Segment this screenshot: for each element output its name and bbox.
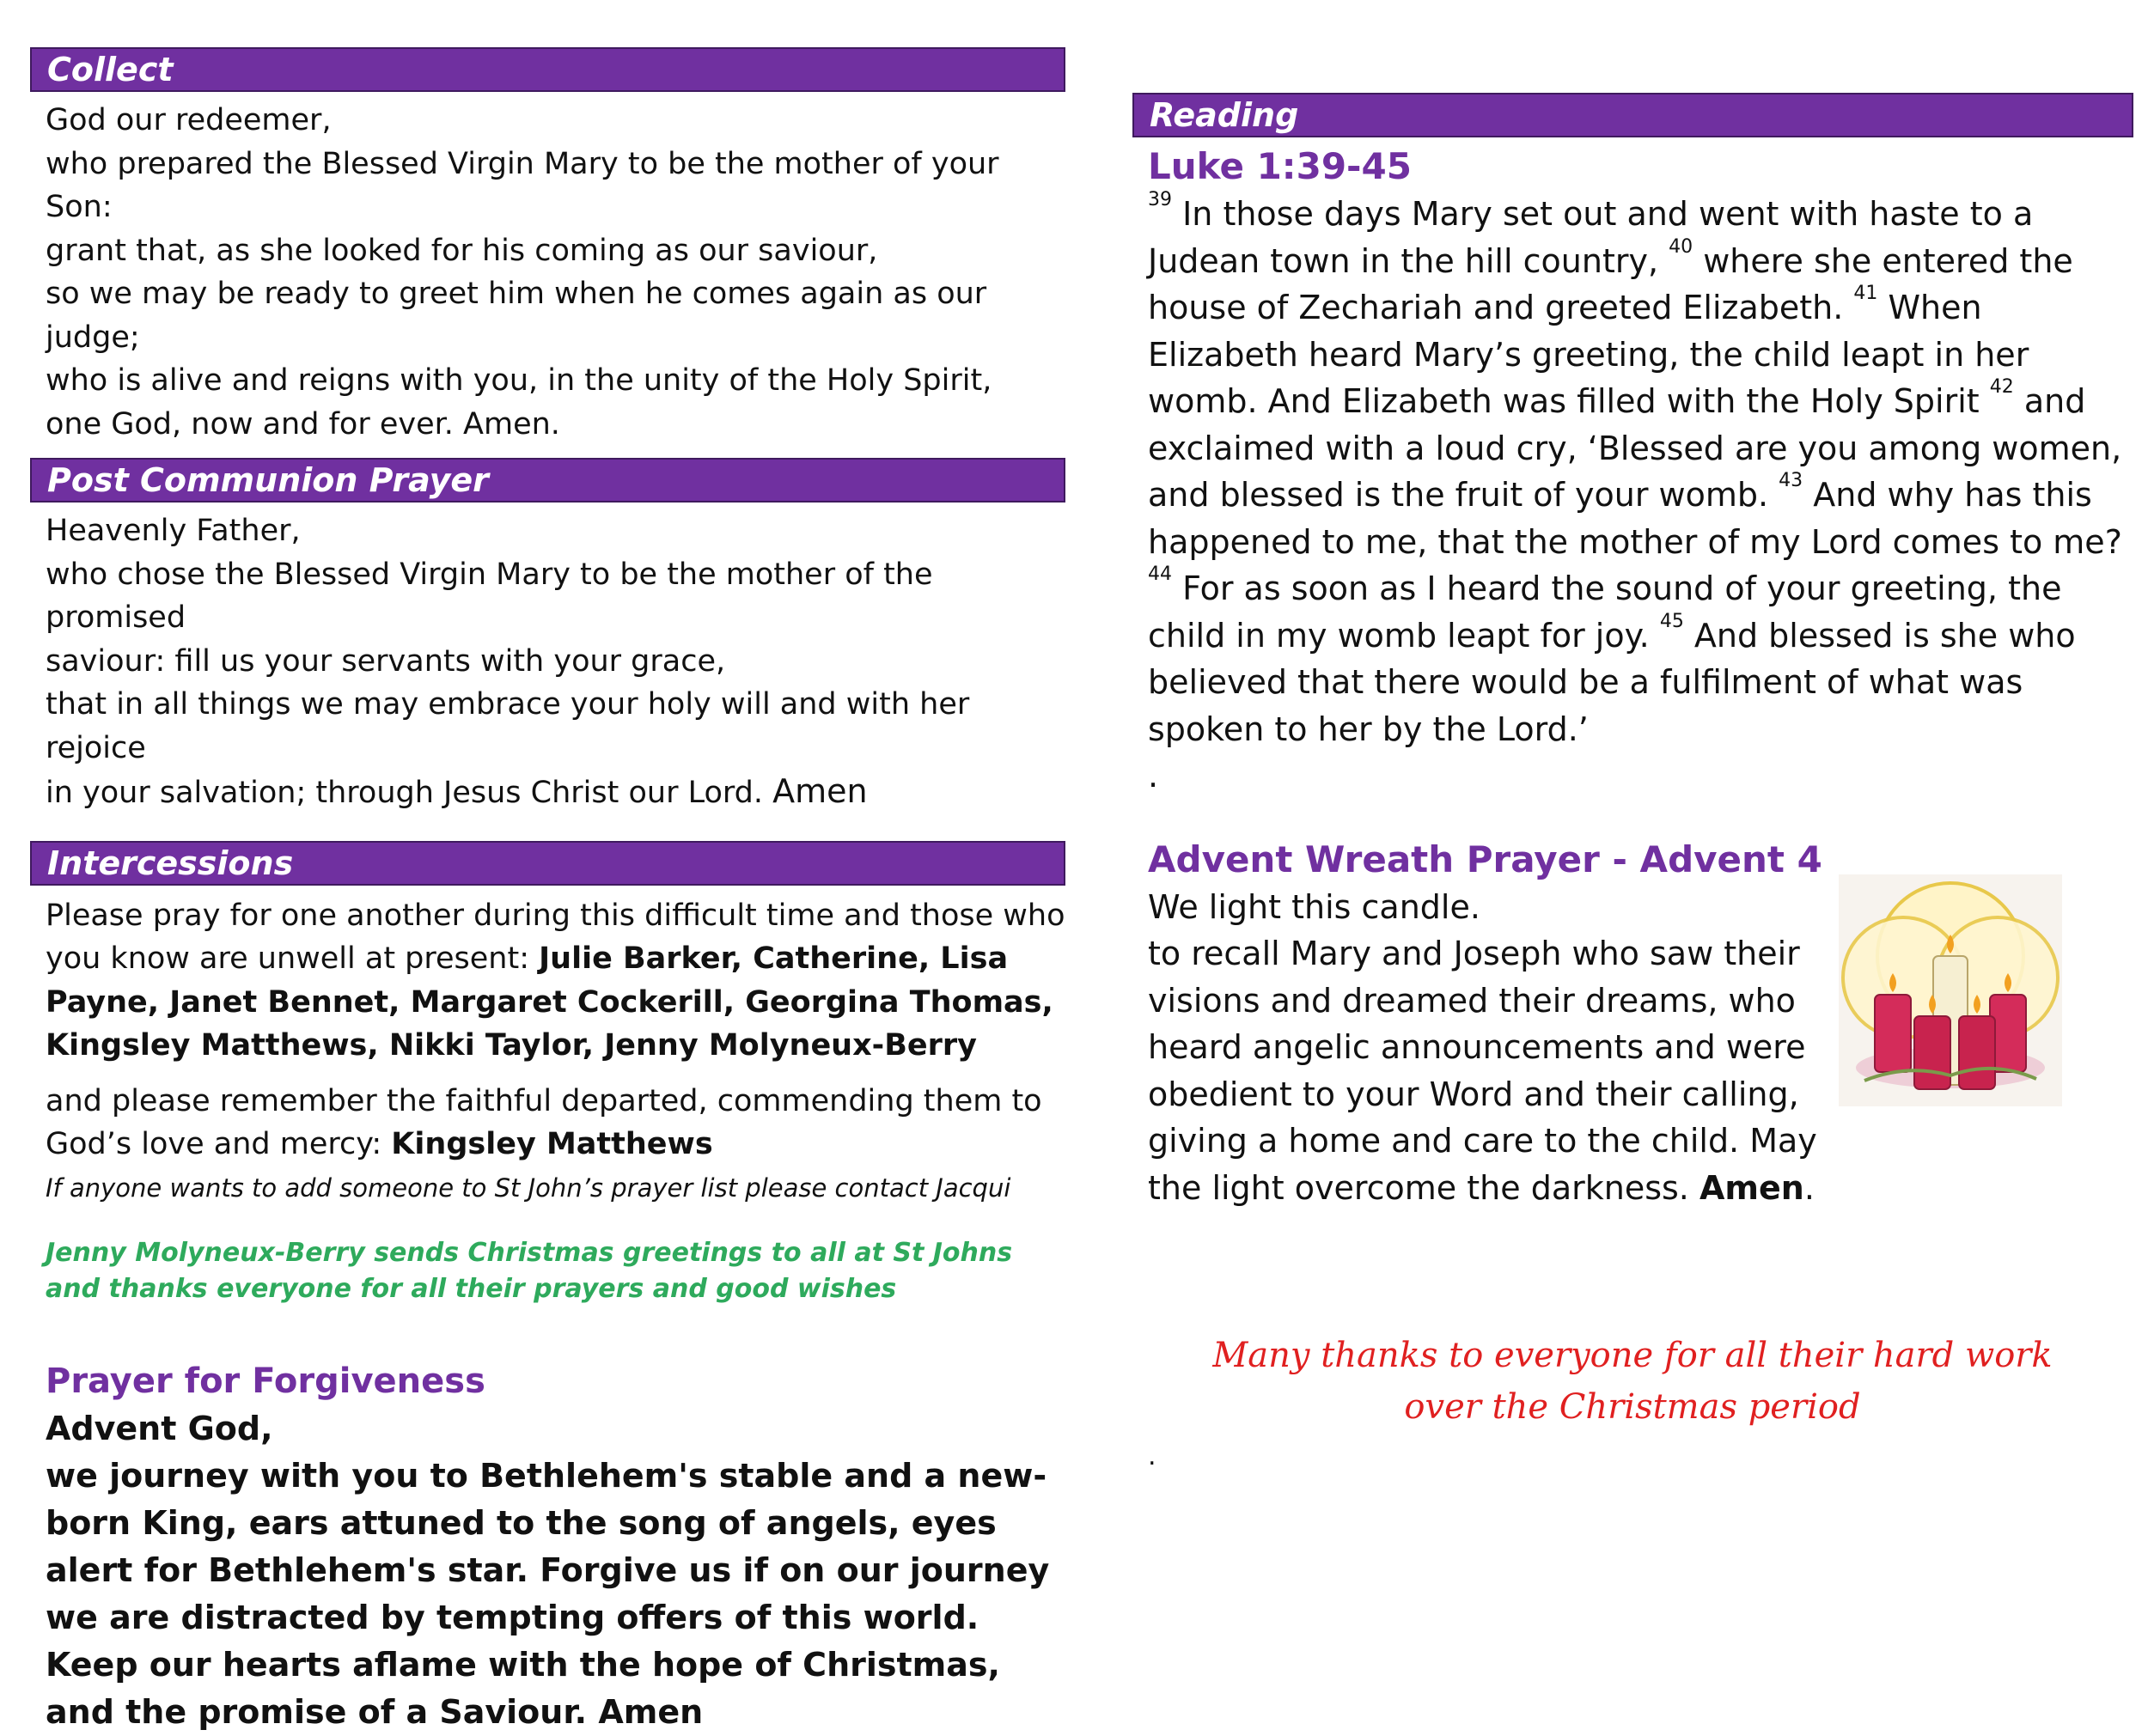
intercessions-heading: Intercessions bbox=[30, 841, 1065, 886]
collect-text bbox=[30, 92, 1065, 446]
intercessions-text bbox=[30, 886, 1065, 1736]
verse-number: 42 bbox=[1989, 376, 2014, 398]
verse-number: 39 bbox=[1148, 189, 1172, 210]
collect-line: who is alive and reigns with you, in the unity of the Holy Spirit, bbox=[46, 363, 992, 398]
collect-line: one God, now and for ever. Amen. bbox=[46, 406, 560, 442]
advent-wreath-image bbox=[1839, 874, 2062, 1106]
departed-names: Kingsley Matthews bbox=[391, 1127, 713, 1161]
verse-number: 45 bbox=[1659, 610, 1684, 632]
greeting-note: Jenny Molyneux-Berry sends Christmas greetings to all at St Johns and thanks everyone for all their prayers and good wishes bbox=[46, 1237, 1013, 1304]
unwell-names: Julie Barker, Catherine, Lisa Payne, Janet Bennet, Margaret Cockerill, Georgina Thomas, Kingsley Matthews, Nikki Taylor, Jenny Molyneux-Berry bbox=[46, 941, 1053, 1063]
trailing-dot: . bbox=[1148, 1441, 1156, 1471]
reading-passage bbox=[1148, 191, 2133, 752]
verse-text: When Elizabeth heard Mary’s greeting, the child leapt in her womb. And Elizabeth was filled with the Holy Spirit bbox=[1148, 289, 2029, 420]
advent-wreath-amen: Amen bbox=[1699, 1168, 1804, 1207]
collect-line: so we may be ready to greet him when he comes again as our judge; bbox=[46, 277, 987, 355]
advent-wreath-period: . bbox=[1803, 1168, 1815, 1207]
post-communion-last-line bbox=[46, 770, 1065, 815]
forgiveness-title: Prayer for Forgiveness bbox=[46, 1361, 485, 1401]
post-communion-line: Heavenly Father, bbox=[46, 514, 301, 548]
verse-text: For as soon as I heard the sound of your greeting, the child in my womb leapt for joy. bbox=[1148, 570, 2062, 655]
post-communion-line: saviour: fill us your servants with your grace, bbox=[46, 643, 726, 679]
post-communion-line: who chose the Blessed Virgin Mary to be the mother of the promised bbox=[46, 557, 933, 635]
verse-text: where she entered the house of Zechariah and greeted Elizabeth. bbox=[1148, 241, 2073, 326]
collect-heading: Collect bbox=[30, 47, 1065, 92]
post-communion-text bbox=[30, 503, 1065, 815]
thanks-line-2: over the Christmas period bbox=[1404, 1387, 1861, 1427]
unwell-intro: Please pray for one another during this difficult time and those who you know are unwell at present: bbox=[46, 898, 1065, 976]
post-communion-line: in your salvation; through Jesus Christ our Lord. bbox=[46, 776, 764, 810]
verse-number: 43 bbox=[1779, 470, 1803, 491]
departed-intro: and please remember the faithful departed, commending them to God’s love and mercy: bbox=[46, 1083, 1042, 1161]
collect-line: God our redeemer, bbox=[46, 103, 332, 137]
post-communion-line: that in all things we may embrace your holy will and with her rejoice bbox=[46, 687, 970, 765]
departed-paragraph bbox=[46, 1080, 1065, 1166]
verse-number: 44 bbox=[1148, 563, 1172, 585]
advent-wreath-body: to recall Mary and Joseph who saw their visions and dreamed their dreams, who heard angelic announcements and were obedient to your Word and their calling, giving a home and care to the child. May the light overcome the darkness. bbox=[1148, 935, 1817, 1207]
collect-line: who prepared the Blessed Virgin Mary to be the mother of your Son: bbox=[46, 146, 999, 224]
post-communion-heading: Post Communion Prayer bbox=[30, 458, 1065, 503]
reading-heading: Reading bbox=[1132, 93, 2133, 137]
verse-text: and exclaimed with a loud cry, ‘Blessed are you among women, and blessed is the fruit of your womb. bbox=[1148, 382, 2122, 514]
reading-reference: Luke 1:39-45 bbox=[1148, 145, 1412, 187]
forgiveness-opening: Advent God, bbox=[46, 1409, 273, 1447]
verse-number: 41 bbox=[1853, 283, 1878, 304]
verse-number: 40 bbox=[1669, 235, 1693, 258]
advent-wreath-title: Advent Wreath Prayer - Advent 4 bbox=[1148, 838, 1822, 880]
verse-text: And why has this happened to me, that the mother of my Lord comes to me? bbox=[1148, 476, 2122, 561]
post-communion-amen: Amen bbox=[772, 772, 868, 810]
collect-line: grant that, as she looked for his coming as our saviour, bbox=[46, 233, 878, 268]
verse-text: And blessed is she who believed that there would be a fulfilment of what was spoken to her by the Lord.’ bbox=[1148, 616, 2076, 748]
prayer-list-note: If anyone wants to add someone to St John’s prayer list please contact Jacqui bbox=[46, 1173, 1011, 1203]
thanks-note bbox=[1143, 1330, 2122, 1433]
thanks-line-1: Many thanks to everyone for all their hard work bbox=[1212, 1336, 2053, 1375]
advent-wreath-text bbox=[1148, 930, 1835, 1211]
unwell-paragraph bbox=[46, 894, 1065, 1068]
advent-wreath-first-line: We light this candle. bbox=[1148, 887, 1480, 926]
forgiveness-text: we journey with you to Bethlehem's stable and a new-born King, ears attuned to the song of angels, eyes alert for Bethlehem's star. Forgive us if on our journey we are distracted by tempting offers of this world. Keep our hearts aflame with the hope of Christmas, and the promise of a Saviour. Amen bbox=[46, 1456, 1050, 1731]
verse-text: In those days Mary set out and went with haste to a Judean town in the hill country, bbox=[1148, 195, 2034, 280]
reading-trailing-dot: . bbox=[1148, 757, 1159, 795]
left-column bbox=[30, 47, 1065, 1736]
